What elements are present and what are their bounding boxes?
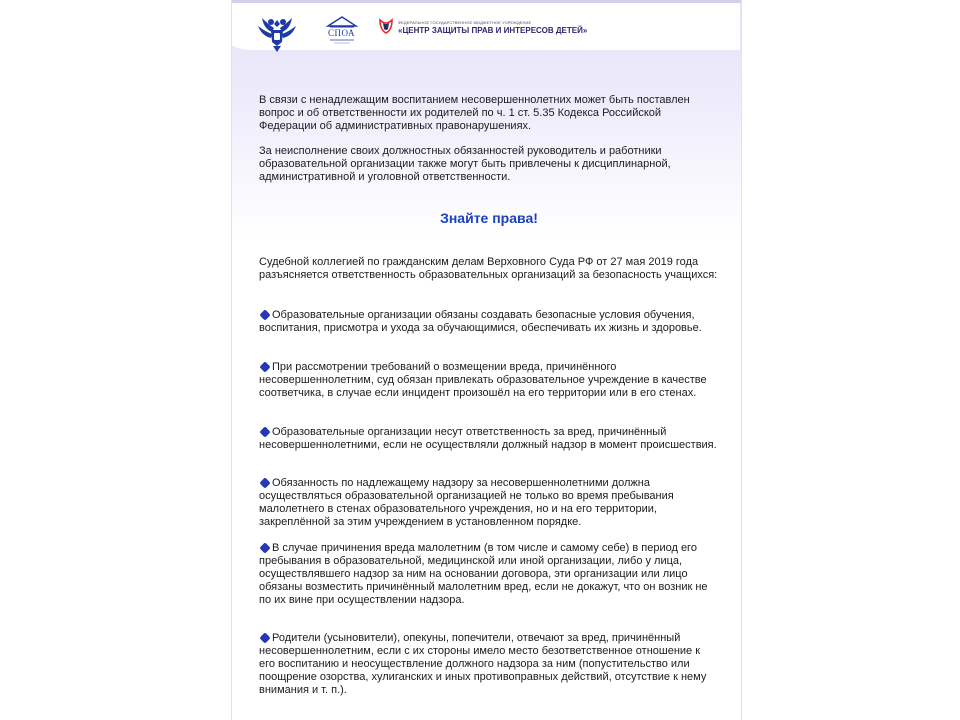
bullet-item xyxy=(259,477,719,529)
diamond-bullet-icon xyxy=(259,632,270,643)
document-page xyxy=(231,0,742,720)
diamond-bullet-icon xyxy=(259,542,270,553)
diamond-bullet-icon xyxy=(259,426,270,437)
diamond-bullet-icon xyxy=(259,361,270,372)
section-heading: Знайте права! xyxy=(440,210,538,226)
intro-paragraph-2: За неисполнение своих должностных обязанностей руководитель и работники образовательной организации также могут быть привлечены к дисциплинарной, административной и уголовной ответственности. xyxy=(259,145,671,183)
bullet-item xyxy=(259,426,719,452)
bullet-text: Образовательные организации несут ответственность за вред, причинённый несовершеннолетними, если не осуществляли должный надзор в момент происшествия. xyxy=(259,426,717,451)
top-divider xyxy=(232,0,741,3)
center-emblem-icon xyxy=(377,17,395,35)
bullet-text: Родители (усыновители), опекуны, попечители, отвечают за вред, причинённый несовершеннолетним, если с их стороны имело место безответственное отношение к его воспитанию и неосуществление должного надзора за ним (попустительство или поощрение озорства, хулиганских и иных противоправных действий, отсутствие к нему внимания и т. п.). xyxy=(259,632,707,696)
bullet-text: При рассмотрении требований о возмещении вреда, причинённого несовершеннолетним, суд обязан привлекать образовательное учреждение в качестве соответчика, в случае если инцидент произошёл на его территории или в его стенах. xyxy=(259,361,707,399)
bullet-item xyxy=(259,309,719,335)
bullet-text: Обязанность по надлежащему надзору за несовершеннолетними должна осуществляться образовательной организацией не только во время пребывания малолетнего в стенах образовательного учреждения, но и на его территории, закреплённой за этим учреждением в установленном порядке. xyxy=(259,477,674,528)
center-subtitle: ФЕДЕРАЛЬНОЕ ГОСУДАРСТВЕННОЕ БЮДЖЕТНОЕ УЧРЕЖДЕНИЕ xyxy=(398,20,532,25)
spoa-logo-label: СПОА xyxy=(328,28,356,38)
bullet-text: Образовательные организации обязаны создавать безопасные условия обучения, воспитания, присмотра и ухода за обучающимися, обеспечивать их жизнь и здоровье. xyxy=(259,309,702,334)
bullet-text: В случае причинения вреда малолетним (в том числе и самому себе) в период его пребывания в образовательной, медицинской или иной организации, либо у лица, осуществлявшего надзор за ним на основании договора, эти организации или лицо обязаны возместить причинённый малолетним вред, если не докажут, что он возник не по их вине при осуществлении надзора. xyxy=(259,542,708,606)
center-title: «ЦЕНТР ЗАЩИТЫ ПРАВ И ИНТЕРЕСОВ ДЕТЕЙ» xyxy=(398,26,588,35)
intro-paragraph-1: В связи с ненадлежащим воспитанием несовершеннолетних может быть поставлен вопрос и об ответственности их родителей по ч. 1 ст. 5.35 Кодекса Российской Федерации об административных правонарушениях. xyxy=(259,94,690,132)
diamond-bullet-icon xyxy=(259,477,270,488)
diamond-bullet-icon xyxy=(259,309,270,320)
bullet-item xyxy=(259,542,719,607)
bullet-item xyxy=(259,361,719,400)
bullet-item xyxy=(259,632,719,697)
header-card xyxy=(231,0,740,50)
eagle-emblem-icon xyxy=(254,12,300,54)
lead-paragraph: Судебной коллегией по гражданским делам Верховного Суда РФ от 27 мая 2019 года разъясняется ответственность образовательных организаций за безопасность учащихся: xyxy=(259,256,718,281)
